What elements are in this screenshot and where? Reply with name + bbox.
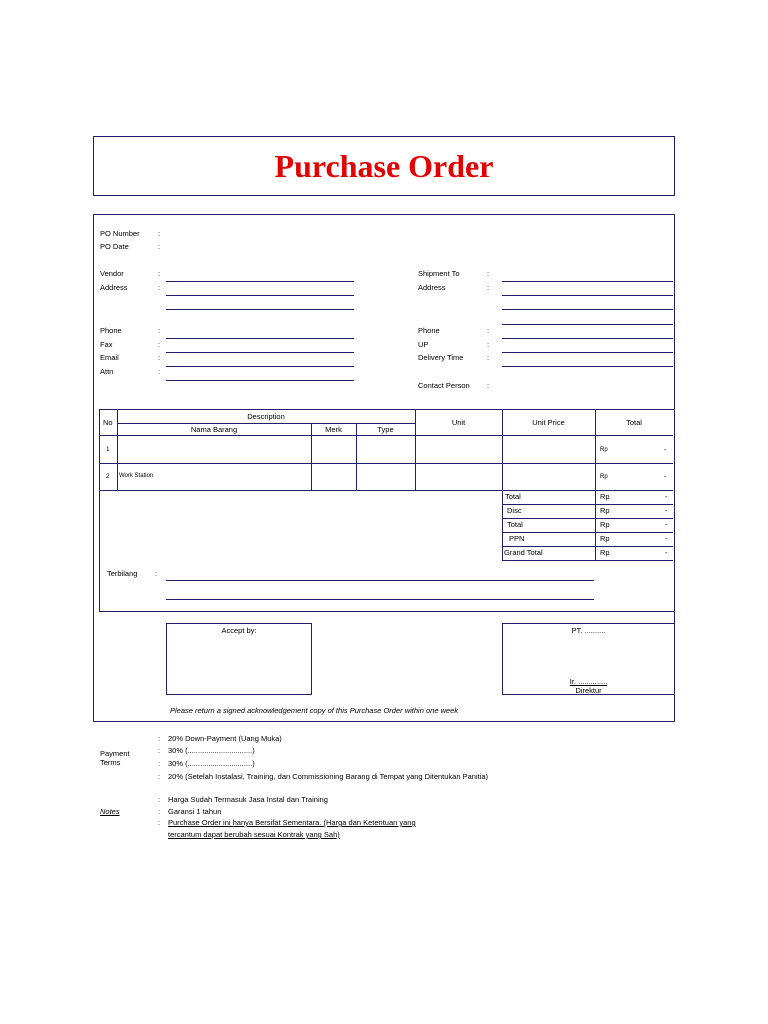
vendor-field-line[interactable] (166, 281, 354, 282)
summary-disc-amount: - (665, 506, 668, 515)
vendor-email-colon: : (158, 353, 161, 362)
terbilang-label: Terbilang (107, 569, 138, 578)
pt-label: PT. .......... (571, 626, 606, 635)
payment-term-1: 20% Down-Payment (Uang Muka) (168, 734, 282, 743)
payment-colon-4: : (158, 772, 161, 781)
delivery-time-label: Delivery Time (418, 353, 464, 362)
document-title: Purchase Order (274, 148, 494, 184)
vendor-attn-colon: : (158, 367, 161, 376)
vendor-address-line-2[interactable] (166, 309, 354, 310)
ir-label: Ir. .............. (569, 677, 608, 686)
notes-colon-3: : (158, 818, 161, 827)
delivery-time-colon: : (487, 353, 490, 362)
shipment-address-line-3[interactable] (502, 324, 673, 325)
accept-by-box[interactable] (166, 623, 312, 695)
note-3: Purchase Order ini hanya Bersifat Sementara. (Harga dan Ketentuan yang (168, 818, 416, 827)
vendor-address-line-1[interactable] (166, 295, 354, 296)
direktur-label: Direktur (575, 686, 602, 695)
shipment-phone-label: Phone (418, 326, 440, 335)
summary-grand-total-label: Grand Total (504, 548, 543, 557)
col-line-unit-price (595, 409, 596, 560)
summary-disc-label: Disc (507, 506, 522, 515)
row-1-no: 1 (106, 446, 110, 453)
col-line-no (117, 409, 118, 490)
vendor-phone-line[interactable] (166, 338, 354, 339)
po-number-colon: : (158, 229, 161, 238)
shipment-to-label: Shipment To (418, 269, 460, 278)
summary-total-currency: Rp (600, 492, 610, 501)
note-4: tercantum dapat berubah sesuai Kontrak yang Sah) (168, 830, 340, 839)
summary-total-amount: - (665, 492, 668, 501)
vendor-label: Vendor (100, 269, 124, 278)
po-date-colon: : (158, 242, 161, 251)
contact-person-label: Contact Person (418, 381, 470, 390)
summary-line-5 (502, 560, 673, 561)
vendor-fax-line[interactable] (166, 352, 354, 353)
vendor-address-label: Address (100, 283, 128, 292)
shipment-up-label: UP (418, 340, 429, 349)
payment-label-line1: Payment (100, 749, 130, 758)
summary-line-1 (502, 504, 673, 505)
summary-disc-currency: Rp (600, 506, 610, 515)
shipment-address-label: Address (418, 283, 446, 292)
delivery-time-line[interactable] (502, 366, 673, 367)
summary-line-3 (502, 532, 673, 533)
header-nama-barang: Nama Barang (190, 425, 238, 434)
payment-term-4: 20% (Setelah Instalasi, Training, dan Commissioning Barang di Tempat yang Ditentukan Panitia) (168, 772, 489, 781)
title-box (93, 136, 675, 196)
header-no: No (103, 418, 113, 427)
summary-line-2 (502, 518, 673, 519)
vendor-email-label: Email (100, 353, 119, 362)
accept-by-label: Accept by: (221, 626, 257, 635)
shipment-address-colon: : (487, 283, 490, 292)
summary-grand-total-amount: - (665, 548, 668, 557)
vendor-phone-colon: : (158, 326, 161, 335)
po-number-label: PO Number (100, 229, 140, 238)
vendor-fax-colon: : (158, 340, 161, 349)
summary-grand-total-currency: Rp (600, 548, 610, 557)
row-divider-2 (99, 490, 673, 491)
items-table (99, 409, 674, 612)
row-2-currency: Rp (600, 474, 608, 480)
notes-colon-1: : (158, 795, 161, 804)
row-2-nama: Work Station (119, 473, 154, 479)
summary-total-label: Total (505, 492, 521, 501)
summary-total2-currency: Rp (600, 520, 610, 529)
vendor-attn-label: Attn (100, 367, 114, 376)
vendor-address-colon: : (158, 283, 161, 292)
note-2: Garansi 1 tahun (168, 807, 222, 816)
vendor-colon: : (158, 269, 161, 278)
notes-colon-2: : (158, 807, 161, 816)
shipment-phone-colon: : (487, 326, 490, 335)
vendor-fax-label: Fax (100, 340, 113, 349)
shipment-phone-line[interactable] (502, 338, 673, 339)
contact-person-colon: : (487, 381, 490, 390)
payment-colon-3: : (158, 759, 161, 768)
summary-left-line (502, 490, 503, 560)
shipment-address-line-2[interactable] (502, 309, 673, 310)
payment-colon-2: : (158, 746, 161, 755)
shipment-to-line[interactable] (502, 281, 673, 282)
header-merk: Merk (325, 425, 342, 434)
shipment-address-line-1[interactable] (502, 295, 673, 296)
payment-term-2: 30% (...............................) (168, 746, 255, 755)
summary-total2-amount: - (665, 520, 668, 529)
vendor-email-line[interactable] (166, 366, 354, 367)
summary-total2-label: Total (507, 520, 523, 529)
payment-colon-1: : (158, 734, 161, 743)
return-note: Please return a signed acknowledgement copy of this Purchase Order within one week (170, 706, 459, 715)
vendor-phone-label: Phone (100, 326, 122, 335)
header-description: Description (247, 412, 285, 421)
terbilang-line-2[interactable] (166, 599, 594, 600)
summary-ppn-amount: - (665, 534, 668, 543)
row-2-no: 2 (106, 473, 110, 480)
note-1: Harga Sudah Termasuk Jasa Instal dan Training (168, 795, 328, 804)
header-unit: Unit (451, 418, 466, 427)
header-total: Total (626, 418, 642, 427)
company-signature-box[interactable] (502, 623, 675, 695)
summary-line-4 (502, 546, 673, 547)
shipment-to-colon: : (487, 269, 490, 278)
vendor-attn-line[interactable] (166, 380, 354, 381)
po-date-label: PO Date (100, 242, 129, 251)
summary-ppn-label: PPN (509, 534, 525, 543)
header-unit-price: Unit Price (532, 418, 565, 427)
row-divider-1 (99, 463, 673, 464)
header-type: Type (377, 425, 394, 434)
row-1-currency: Rp (600, 447, 608, 453)
notes-label: Notes (100, 807, 120, 816)
summary-ppn-currency: Rp (600, 534, 610, 543)
row-1-amount: - (664, 445, 667, 454)
terbilang-line-1[interactable] (166, 580, 594, 581)
payment-label-line2: Terms (100, 758, 121, 767)
terbilang-colon: : (155, 569, 158, 578)
payment-term-3: 30% (...............................) (168, 759, 255, 768)
header-bottom-line (99, 435, 673, 436)
shipment-up-line[interactable] (502, 352, 673, 353)
shipment-up-colon: : (487, 340, 490, 349)
description-divider (117, 423, 415, 424)
row-2-amount: - (664, 472, 667, 481)
